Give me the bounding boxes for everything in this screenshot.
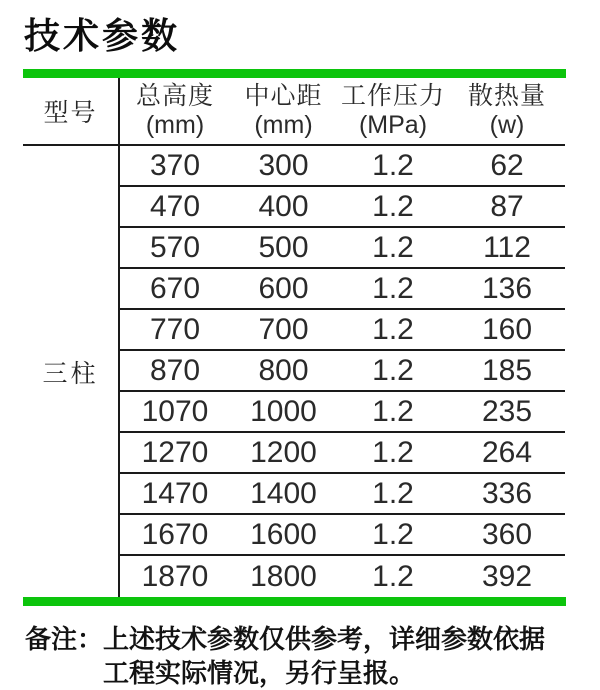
table-cell: 392 — [481, 559, 533, 593]
table-cell: 370 — [120, 146, 230, 187]
col-header-heat-output — [449, 78, 565, 146]
col-header-name: 总高度 — [135, 82, 214, 110]
col-header-name: 散热量 — [467, 82, 546, 110]
col-header-name: 中心距 — [244, 82, 323, 110]
table-cell: 1600 — [230, 515, 337, 556]
table-cell: 500 — [230, 228, 337, 269]
table-cell: 300 — [230, 146, 337, 187]
table-cell: 112 — [449, 228, 565, 269]
col-header-center-distance — [230, 78, 337, 146]
table-cell: 87 — [449, 187, 565, 228]
table-cell: 1.2 — [337, 146, 449, 187]
table-cell: 1.2 — [337, 187, 449, 228]
table-cell: 1.2 — [337, 269, 449, 310]
col-header-unit: (mm) — [145, 111, 205, 139]
bottom-accent-bar — [23, 597, 566, 606]
table-cell: 185 — [449, 351, 565, 392]
table-cell: 1.2 — [337, 474, 449, 515]
col-header-unit: (mm) — [254, 111, 313, 139]
table-cell: 400 — [230, 187, 337, 228]
spec-grid — [23, 78, 565, 597]
note-label: 备注： — [25, 624, 104, 654]
spec-table — [23, 69, 566, 606]
table-cell: 600 — [230, 269, 337, 310]
table-cell: 136 — [449, 269, 565, 310]
table-cell: 264 — [449, 433, 565, 474]
table-cell: 336 — [449, 474, 565, 515]
table-cell: 160 — [449, 310, 565, 351]
table-cell: 800 — [230, 351, 337, 392]
col-header-unit: (w) — [489, 111, 525, 139]
col-header-total-height — [120, 78, 230, 146]
table-cell: 1.2 — [337, 433, 449, 474]
table-cell: 570 — [120, 228, 230, 269]
note-line: 上述技术参数仅供参考，详细参数依据 — [103, 624, 546, 654]
table-cell: 360 — [449, 515, 565, 556]
table-cell: 470 — [120, 187, 230, 228]
note-text — [103, 622, 545, 690]
table-cell: 1070 — [120, 392, 230, 433]
note-line: 工程实际情况，另行呈报。 — [103, 658, 416, 688]
table-cell: 1.2 — [337, 392, 449, 433]
table-cell: 1400 — [230, 474, 337, 515]
col-header-model: 型号 — [23, 78, 120, 146]
top-accent-bar — [23, 69, 566, 78]
model-value-cell: 三柱 — [23, 146, 120, 597]
page-title: 技术参数 — [24, 15, 181, 56]
col-header-unit: (MPa) — [358, 111, 428, 139]
note — [25, 622, 566, 690]
table-cell: 870 — [120, 351, 230, 392]
table-cell: 670 — [120, 269, 230, 310]
table-cell: 1.2 — [372, 559, 414, 593]
table-cell: 1800 — [250, 559, 317, 593]
table-cell: 1.2 — [337, 351, 449, 392]
table-cell: 1470 — [120, 474, 230, 515]
col-header-name: 工作压力 — [340, 82, 445, 110]
table-cell: 1.2 — [337, 515, 449, 556]
table-cell: 1.2 — [337, 228, 449, 269]
table-cell: 1670 — [120, 515, 230, 556]
col-header-working-pressure — [337, 78, 449, 146]
table-cell: 1200 — [230, 433, 337, 474]
table-cell: 1870 — [141, 559, 209, 593]
table-cell: 700 — [230, 310, 337, 351]
table-cell: 62 — [449, 146, 565, 187]
table-cell: 235 — [449, 392, 565, 433]
table-cell: 1.2 — [337, 310, 449, 351]
table-cell: 1000 — [230, 392, 337, 433]
table-cell: 1270 — [120, 433, 230, 474]
table-cell: 770 — [120, 310, 230, 351]
